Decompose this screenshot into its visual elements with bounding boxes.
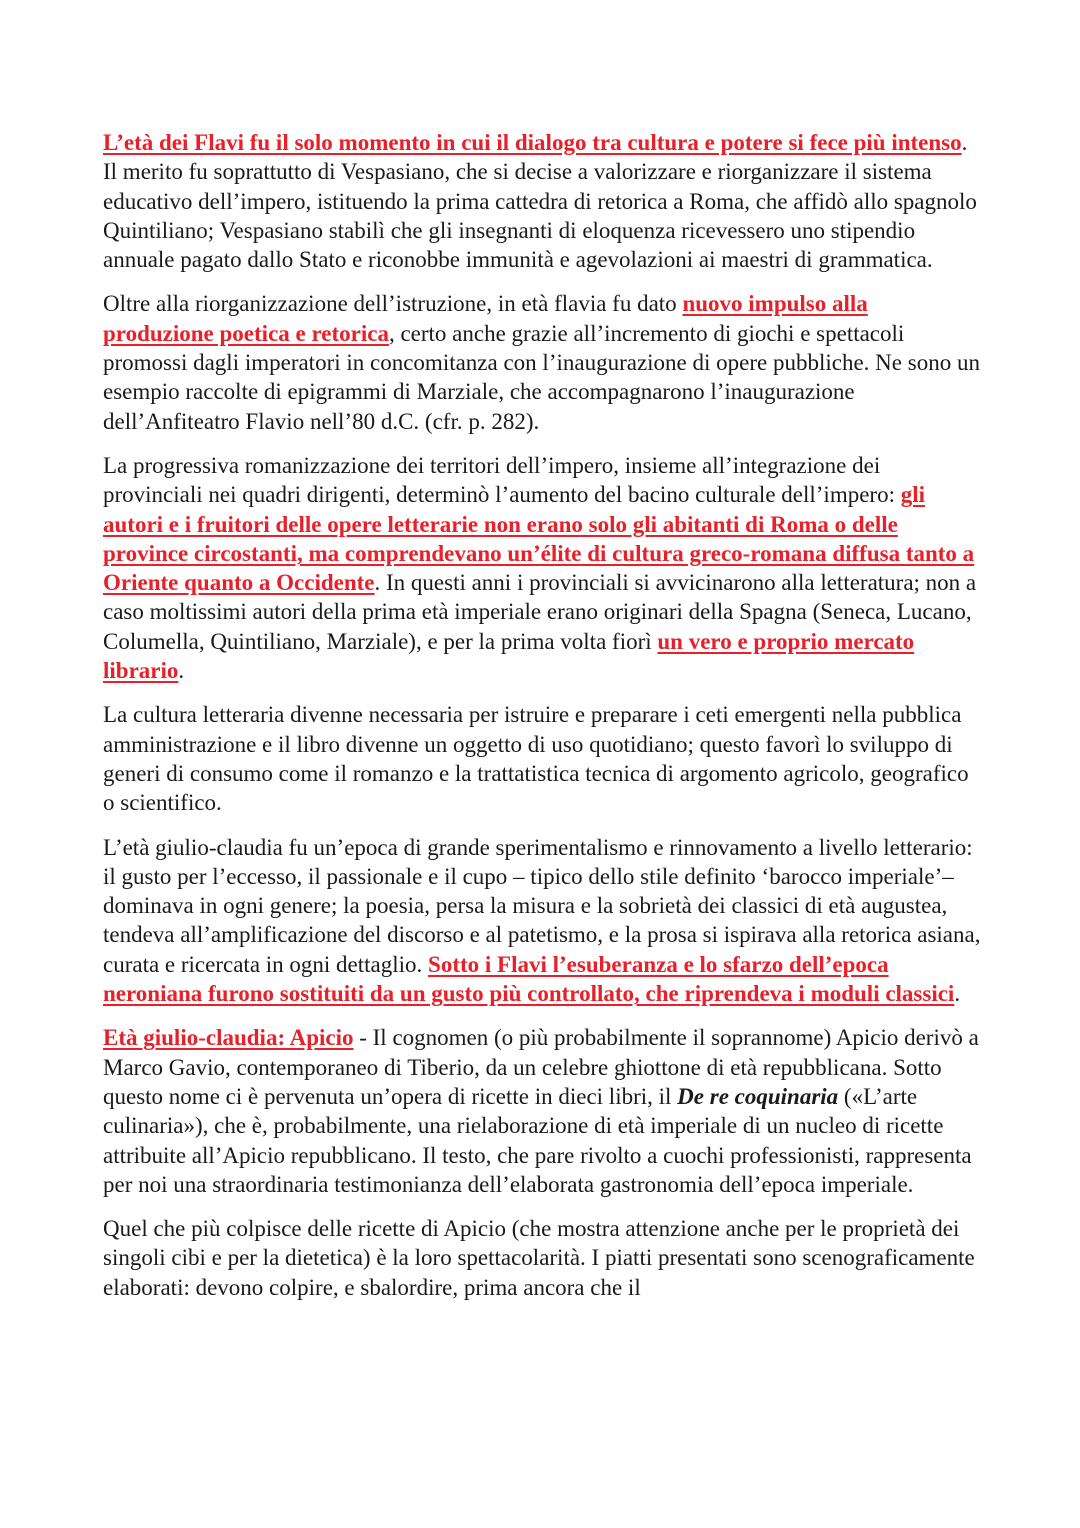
paragraph-1	[103, 128, 983, 274]
body-text: - Il cognomen (o più probabilmente il soprannome) Apicio derivò a Marco Gavio, contemporaneo di Tiberio, da un celebre ghiottone di età repubblicana. Sotto questo nome ci è pervenuta un’opera di ricette in dieci libri, il	[103, 1025, 979, 1109]
body-text: L’età giulio-claudia fu un’epoca di grande sperimentalismo e rinnovamento a livello letterario: il gusto per l’eccesso, il passionale e il cupo – tipico dello stile definito ‘barocco imperiale’– dominava in ogni genere; la poesia, persa la misura e la sobrietà dei classici di età augustea, tendeva all’amplificazione del discorso e al patetismo, e la prosa si ispirava alla retorica asiana, curata e ricercata in ogni dettaglio.	[103, 834, 981, 977]
paragraph-6	[103, 1023, 983, 1199]
work-title: De re coquinaria	[677, 1083, 839, 1109]
highlight-text: gli autori e i fruitori delle opere letterarie non erano solo gli abitanti di Roma o delle province circostanti, ma comprendevano un’élite di cultura greco-romana diffusa tanto a Oriente quanto a Occidente	[103, 482, 975, 596]
body-text: La cultura letteraria divenne necessaria per istruire e preparare i ceti emergenti nella pubblica amministrazione e il libro divenne un oggetto di uso quotidiano; questo favorì lo sviluppo di generi di consumo come il romanzo e la trattatistica tecnica di argomento agricolo, geografico o scientifico.	[103, 702, 969, 816]
body-text: Quel che più colpisce delle ricette di Apicio (che mostra attenzione anche per le proprietà dei singoli cibi e per la dietetica) è la loro spettacolarità. I piatti presentati sono scenograficamente elaborati: devono colpire, e sbalordire, prima ancora che il	[103, 1216, 975, 1300]
highlight-text: nuovo impulso alla produzione poetica e retorica	[103, 291, 868, 346]
paragraph-5	[103, 833, 983, 1009]
paragraph-4	[103, 700, 983, 817]
paragraph-3	[103, 451, 983, 685]
paragraph-7	[103, 1214, 983, 1302]
body-text: .	[178, 658, 185, 684]
highlight-text: un vero e proprio mercato librario	[103, 628, 915, 684]
body-text: . In questi anni i provinciali si avvicinarono alla letteratura; non a caso moltissimi autori della prima età imperiale erano originari della Spagna (Seneca, Lucano, Columella, Quintiliano, Marziale), e per la prima volta fiorì	[103, 570, 977, 654]
highlight-text: L’età dei Flavi fu il solo momento in cui il dialogo tra cultura e potere si fece più intenso	[103, 130, 962, 155]
section-heading: Età giulio-claudia: Apicio	[103, 1025, 354, 1051]
body-text: («L’arte culinaria»), che è, probabilmente, una rielaborazione di età imperiale di un nucleo di ricette attribuite all’Apicio repubblicano. Il testo, che pare rivolto a cuochi professionisti, rappresenta per noi una straordinaria testimonianza dell’elaborata gastronomia dell’epoca imperiale.	[103, 1083, 972, 1197]
paragraph-2	[103, 289, 983, 435]
body-text: , certo anche grazie all’incremento di giochi e spettacoli promossi dagli imperatori in concomitanza con l’inaugurazione di opere pubbliche. Ne sono un esempio raccolte di epigrammi di Marziale, che accompagnarono l’inaugurazione dell’Anfiteatro Flavio nell’80 d.C. (cfr. p. 282).	[103, 320, 980, 434]
document-page	[103, 128, 983, 1317]
highlight-text: Sotto i Flavi l’esuberanza e lo sfarzo dell’epoca neroniana furono sostituiti da un gusto più controllato, che riprendeva i moduli classici	[103, 951, 955, 1007]
body-text: .	[954, 981, 961, 1007]
body-text: La progressiva romanizzazione dei territori dell’impero, insieme all’integrazione dei provinciali nei quadri dirigenti, determinò l’aumento del bacino culturale dell’impero:	[103, 452, 901, 508]
body-text: Oltre alla riorganizzazione dell’istruzione, in età flavia fu dato	[103, 291, 683, 317]
body-text: . Il merito fu soprattutto di Vespasiano, che si decise a valorizzare e riorganizzare il sistema educativo dell’impero, istituendo la prima cattedra di retorica a Roma, che affidò allo spagnolo Quintiliano; Vespasiano stabilì che gli insegnanti di eloquenza ricevessero uno stipendio annuale pagato dallo Stato e riconobbe immunità e agevolazioni ai maestri di grammatica.	[103, 130, 977, 273]
